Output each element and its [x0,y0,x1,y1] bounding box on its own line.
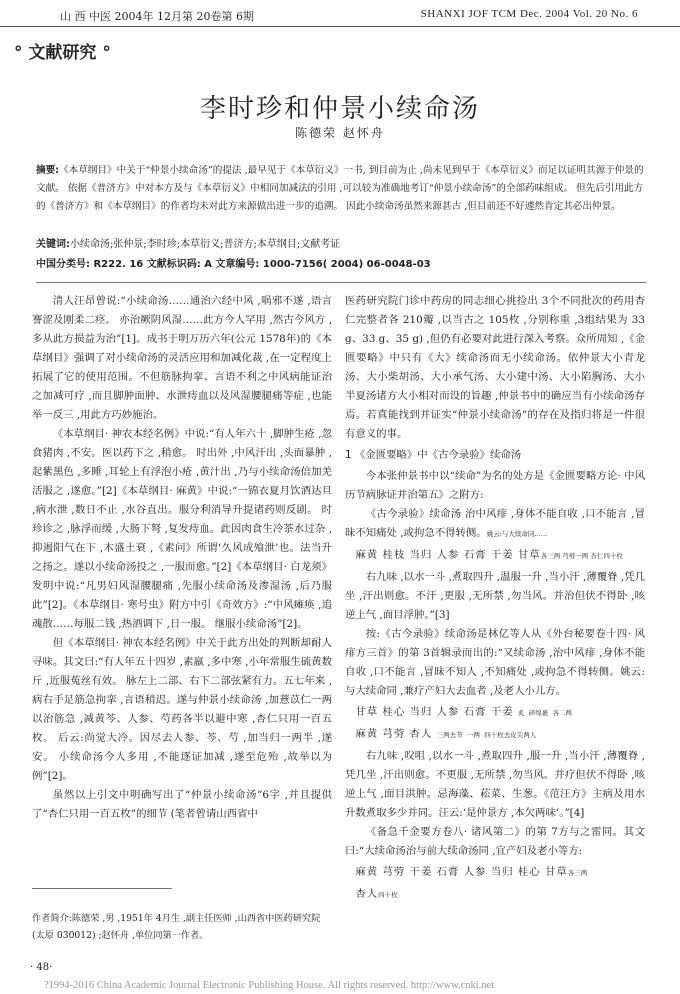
body-paragraph: 医药研究院门诊中药房的同志细心挑捡出 3个不同批次的药用杏仁完整者各 210瓣 ,以当古之 105枚 ,分别称重 ,3组结果为 33 g、33 g、35 g) ,但仍有必要对此进行深入考察。众所周知 ,《金匮要略》中只有《大》续命汤而无小续命汤。依仲景大小青龙汤、大小柴胡汤、大小承气汤、大小建中汤、大小陷胸汤、大小半夏汤诸方大小相对而设的旨趣 ,仲景书中的确应当有小续命汤存焉。若真能找到并证实“仲景小续命汤”的存在及指归将是一件很有意义的事。 [345,295,645,440]
left-column [32,292,332,824]
abstract [36,162,646,216]
herb-dose-note: 各三两 芎䓖一两 杏仁四十枚 [540,552,623,560]
body-paragraph: 清人汪昂曾说:“小续命汤……通治六经中风 ,㖞邪不遂 ,语言謇涩及刚柔二痉。 亦治厥阴风湿……此方今人罕用 ,然古今风方 ,多从此方损益为治”[1]。成书于明万历六年(公元 1578年)的《本草纲目》强调了对小续命汤的灵活应用和加减化裁 ,在一定程度上拓展了它的使用范围。不但筋脉拘挛、言语不利之中风病能证治之加减可疗 ,而且脚肿面肿、水泄痔血以及风湿腰腿痛等症 ,也能举一反三 ,用此方巧妙施治。 [32,295,332,421]
abstract-text: 《本草纲目》中关于“仲景小续命汤”的提法 ,最早见于《本草衍义》一书, 到目前为止 ,尚未见到早于《本草衍义》而足以证明其源于仲景的文献。 依据《普济方》中对本方及与《本草衍义》中相同加减法的引用 ,可以较为准确地考订“仲景小续命汤”的全部药味组成。 但先后引用此方的《普济方》和《本草纲目》的作者均未对此方来源做出进一步的追溯。 因此小续命汤虽然来源甚古 ,但目前还不好遽然肯定其必出仲景。 [36,165,644,212]
herbs: 麻黄 芎䓖 干姜 石膏 人参 当归 桂心 甘草 [355,866,568,878]
classification-text: 中国分类号: R222. 16 文献标识码: A 文章编号: 1000-7156( 2004) 06-0048-03 [36,259,431,270]
author-footnote: 作者简介:陈德荣 ,男 ,1951年 4月生 ,副主任医师 ,山西省中医药研究院 (太原 030012) ;赵怀舟 ,单位同第一作者。 [32,913,321,941]
herbs: 麻黄 桂枝 当归 人参 石膏 干姜 甘草 [355,549,541,561]
herb-dose-note: 四十枚 [378,891,398,899]
keywords-text: 小续命汤;张仲景;李时珍;本草衍义;普济方;本草纲目;文献考证 [70,239,341,250]
herb-list [345,885,645,905]
herb-dose-note: 各三两 [567,869,588,877]
body-paragraph [345,505,645,544]
herbs: 麻黄 芎䓖 杏人 [355,728,433,740]
herbs: 杏人 [355,888,379,900]
body-paragraph: 右九味 ,㕮咀 ,以水一斗 ,煮取四升 ,服一升 ,当小汗 ,薄覆脊 ,凭几坐 ,汗出则愈。不更服 ,无所禁 ,勿当风。并疗但伏不得卧 ,咳逆上气 ,面目洪肿。忌海藻、菘菜、生葱。《范汪方》主病及用水升数煮取多少并同。汪云:‘是仲景方 ,本欠两味’。”[4] [345,750,645,819]
article-authors: 陈德荣 赵怀舟 [295,126,385,140]
herb-dose-note: 炙 [517,709,525,717]
keywords-label: 关键词: [36,239,70,250]
divider [36,282,646,283]
body-paragraph: 虽然以上引文中明确写出了“仲景小续命汤”6字 ,并且提供了“杏仁只用一百五枚”的细节 (笔者曾请山西省中 [32,789,332,820]
running-header [0,0,680,27]
section-label: ° 文献研究 ° [14,43,111,63]
herb-list [345,546,645,566]
herb-list [345,725,645,745]
herb-dose-note: 各二两 [552,709,573,717]
header-left: 山 西 中医 2004年 12月第 20卷第 6期 [60,10,254,23]
body-paragraph: 《备急千金要方卷八· 诸风第二》的第 7方与之雷同。其文曰:“大续命汤治与前大续命汤同 ,宜产妇及老小等方: [345,826,645,857]
footnote-rule [32,888,172,889]
herb-dose-note: 碎绵裹 [528,709,549,717]
page-number: · 48· [30,962,53,973]
abstract-label: 摘要: [36,165,60,176]
herb-list [345,863,645,883]
herb-dose-note: 一两 [466,731,480,739]
formula-text: 《古今录验》续命汤 治中风痱 ,身体不能自收 ,口不能言 ,冒昧不知痛处 ,或拘急不得转侧。 [345,508,645,539]
herb-dose-note: 三两去节 [436,731,463,739]
herbs: 甘草 桂心 当归 人参 石膏 干姜 [355,706,514,718]
header-right: SHANXI JOF TCM Dec. 2004 Vol. 20 No. 6 [420,8,638,20]
formula-note: 姚云:与大续命同…… [486,530,548,538]
body-paragraph: 右九味 ,以水一斗 ,煮取四升 ,温服一升 ,当小汗 ,薄覆脊 ,凭几坐 ,汗出则愈。不汗 ,更服 ,无所禁 ,勿当风。并治但伏不得卧 ,咳逆上气 ,面目浮肿。”[3] [345,571,645,621]
section-heading: 1 《金匮要略》中《古今录验》续命汤 [345,449,522,461]
herb-dose-note: 四十枚去皮尖两人 [484,731,537,739]
body-paragraph: 但《本草纲目· 神农本经名例》中关于此方出处的判断却耐人寻味。其文曰:“有人年五十四岁 ,素羸 ,多中寒 ,小年常服生硫黄数斤 ,近服菟丝有效。 脉左上二部、右下二部弦紧有力。五七年来 ,病右手足筋急拘挛 ,言语稍迟。遂与仲景小续命汤 ,加薏苡仁一两以治筋急 ,减黄芩、人参、芍药各半以避中寒 ,杏仁只用一百五枚。 后云:尚觉大冷。因尽去人参、芩、芍 ,加当归一两半 ,遂安。 小续命汤今人多用 ,不能逐证加减 ,遂至危殆 ,故举以为例”[2]。 [32,637,332,782]
copyright-watermark: ?1994-2016 China Academic Journal Electronic Publishing House. All rights reserved. http://www.cnki.net [44,980,495,991]
right-column [345,292,645,907]
body-paragraph: 《本草纲目· 神农本经名例》中说:“有人年六十 ,脚肿生疮 ,忽食猪肉 ,不安。医以药下之 ,稍愈。 时出外 ,中风汗出 ,头面暴肿 ,起紫黑色 ,多睡 ,耳轮上有浮泡小疮 ,黄汁出 ,乃与小续命汤倍加羌活服之 ,遂愈。”[2]《本草纲目· 麻黄》中说:“一锦衣夏月饮酒达旦 ,病水泄 ,数日不止 ,水谷直出。服分利消导升提诸药则反剧。 时珍诊之 ,脉浮而缓 ,大肠下弩 ,复发痔血。此因肉食生冷茶水过杂 ,抑遏阳气在下 ,木盛土衰 ,《素问》所谓‘久风成飧泄’也。法当升之扬之。遂以小续命汤投之 ,一服而愈。”[2]《本草纲目· 白龙须》发明中说:“凡男妇风湿腰腿痛 ,先服小续命汤及渗湿汤 ,后乃服此”[2]。《本草纲目· 寒号虫》附方中引《奇效方》:“中风瘫痪 ,追魂散……每服二钱 ,热酒调下 ,日一服。 继服小续命汤”[2]。 [32,428,332,630]
body-paragraph: 按:《古今录验》续命汤是林亿等人从《外台秘要卷十四· 风痱方三首》的第 3首辑录而出的:“又续命汤 ,治中风痱 ,身体不能自收 ,口不能言 ,冒昧不知人 ,不知痛处 ,或拘急不得转侧。姚云:与大续命同 ,兼疗产妇大去血者 ,及老人小儿方。 [345,628,645,697]
article-title: 李时珍和仲景小续命汤 [199,94,480,124]
keywords [36,236,646,254]
body-paragraph: 今本张仲景书中以“续命”为名的处方是《金匮要略方论· 中风历节病脉证并治第五》之附方: [345,470,645,501]
classification-line [36,256,646,274]
herb-list [345,703,645,723]
